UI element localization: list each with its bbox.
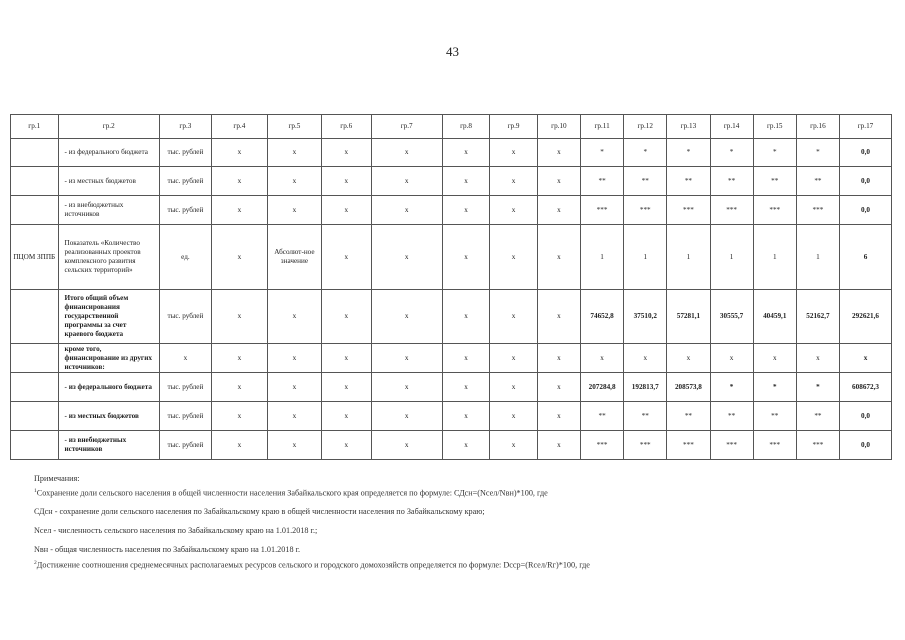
table-cell: Показатель «Количество реализованных проектов комплексного развития сельских территорий» [58,225,159,290]
table-cell: х [490,431,538,460]
table-cell: ** [580,167,623,196]
table-cell: х [267,139,321,167]
table-cell: 52162,7 [796,290,839,344]
table-cell: х [159,344,211,373]
table-cell: х [490,139,538,167]
table-cell: 1 [753,225,796,290]
table-cell [11,139,59,167]
table-cell: х [442,373,490,402]
table-cell: х [267,431,321,460]
table-cell: *** [624,431,667,460]
table-cell: х [490,225,538,290]
table-cell: *** [667,431,710,460]
table-cell: 1 [796,225,839,290]
table-cell [11,344,59,373]
table-cell: ** [753,402,796,431]
table-cell: х [442,167,490,196]
table-cell: тыс. рублей [159,139,211,167]
table-cell: ** [710,167,753,196]
table-cell: х [490,373,538,402]
table-cell: ** [796,402,839,431]
table-cell: ед. [159,225,211,290]
note-4: Nвн - общая численность населения по Забайкальскому краю на 1.01.2018 г. [34,545,301,554]
table-cell: 207284,8 [580,373,623,402]
table-cell: 74652,8 [580,290,623,344]
table-cell: х [211,431,267,460]
table-cell: х [490,167,538,196]
table-cell: 608672,3 [840,373,892,402]
header-cell: гр.4 [211,115,267,139]
table-cell: х [321,373,371,402]
table-cell: х [442,402,490,431]
table-cell: х [667,344,710,373]
table-cell: - из местных бюджетов [58,402,159,431]
table-row [11,402,892,431]
table-cell: 0,0 [840,139,892,167]
header-cell: гр.17 [840,115,892,139]
table-cell [11,431,59,460]
table-cell: х [371,373,442,402]
table-cell: х [211,225,267,290]
table-cell: х [321,402,371,431]
table-cell [11,167,59,196]
table-cell: * [580,139,623,167]
table-cell: х [442,225,490,290]
table-cell: х [371,225,442,290]
notes-title: Примечания: [34,474,80,483]
table-cell: ** [624,167,667,196]
header-cell: гр.12 [624,115,667,139]
table-cell: х [211,196,267,225]
table-cell: ** [796,167,839,196]
table-row [11,167,892,196]
table-cell: * [753,139,796,167]
table-cell: тыс. рублей [159,402,211,431]
table-row [11,344,892,373]
header-cell: гр.6 [321,115,371,139]
header-cell: гр.7 [371,115,442,139]
table-cell: х [490,196,538,225]
table-cell: * [796,373,839,402]
header-cell: гр.1 [11,115,59,139]
table-cell: х [267,373,321,402]
table-cell: х [840,344,892,373]
table-cell: х [267,402,321,431]
table-cell: *** [580,196,623,225]
financing-table [10,114,892,460]
table-cell: х [442,290,490,344]
table-cell: х [537,402,580,431]
header-cell: гр.13 [667,115,710,139]
table-cell: х [537,290,580,344]
note-5: $^2$Достижение соотношения среднемесячных располагаемых ресурсов сельского и городского домохозяйств определяется по формуле: Dсср=(Rсел/Rг)*100, где [34,560,590,570]
table-cell: 1 [624,225,667,290]
table-cell: 0,0 [840,431,892,460]
table-cell: 40459,1 [753,290,796,344]
page-number: 43 [446,44,459,59]
table-cell: ** [624,402,667,431]
table-cell: 6 [840,225,892,290]
table-row [11,290,892,344]
table-cell: тыс. рублей [159,196,211,225]
table-cell: х [371,196,442,225]
table-cell: тыс. рублей [159,290,211,344]
table-cell: кроме того, финансирование из других источников: [58,344,159,373]
table-cell: х [321,225,371,290]
table-cell: *** [667,196,710,225]
table-cell: х [442,196,490,225]
table-cell: 57281,1 [667,290,710,344]
table-cell: 0,0 [840,167,892,196]
table-cell: * [667,139,710,167]
table-cell: Итого общий объем финансирования государственной программы за счет краевого бюджета [58,290,159,344]
table-cell: х [580,344,623,373]
table-cell: 37510,2 [624,290,667,344]
table-cell: х [371,402,442,431]
header-cell: гр.16 [796,115,839,139]
table-cell: тыс. рублей [159,431,211,460]
table-cell: 1 [667,225,710,290]
header-row [11,115,892,139]
table-cell: х [796,344,839,373]
table-cell: х [490,344,538,373]
header-cell: гр.8 [442,115,490,139]
header-cell: гр.14 [710,115,753,139]
table-cell: 1 [580,225,623,290]
table-cell: х [442,431,490,460]
table-cell: х [267,196,321,225]
note-2: СДсн - сохранение доли сельского населения по Забайкальскому краю в общей численности населения по Забайкальскому краю; [34,507,485,516]
table-cell: ** [667,167,710,196]
table-cell [11,196,59,225]
header-cell: гр.15 [753,115,796,139]
table-row [11,431,892,460]
table-cell: х [490,402,538,431]
table-cell: х [211,167,267,196]
table-cell: х [371,344,442,373]
table-cell: 208573,8 [667,373,710,402]
table-cell: 0,0 [840,402,892,431]
table-cell: тыс. рублей [159,373,211,402]
table-cell: х [211,344,267,373]
table-row [11,373,892,402]
table-cell: * [796,139,839,167]
header-cell: гр.10 [537,115,580,139]
table-cell: ** [710,402,753,431]
table-cell: - из местных бюджетов [58,167,159,196]
table-cell: х [442,344,490,373]
table-cell: Абсолют-ное значение [267,225,321,290]
table-cell: х [211,290,267,344]
table-cell: - из федерального бюджета [58,373,159,402]
table-cell [11,290,59,344]
table-cell: х [321,431,371,460]
table-cell: ПЦОМ ЗППБ [11,225,59,290]
table-cell: *** [796,196,839,225]
table-cell: *** [753,196,796,225]
table-cell: - из федерального бюджета [58,139,159,167]
table-cell: х [267,290,321,344]
header-cell: гр.5 [267,115,321,139]
table-cell: х [371,431,442,460]
table-cell: * [624,139,667,167]
table-cell: 292621,6 [840,290,892,344]
table-cell: х [267,344,321,373]
table-cell: х [267,167,321,196]
table-cell: х [321,344,371,373]
header-cell: гр.9 [490,115,538,139]
table-cell: 30555,7 [710,290,753,344]
table-cell: * [753,373,796,402]
table-cell: х [211,373,267,402]
table-cell: х [537,373,580,402]
table-row [11,196,892,225]
table-cell: х [753,344,796,373]
table-cell: 0,0 [840,196,892,225]
table-cell: *** [580,431,623,460]
table-cell: ** [753,167,796,196]
table-cell: * [710,139,753,167]
table-cell: ** [667,402,710,431]
table-cell: х [211,139,267,167]
table-cell: тыс. рублей [159,167,211,196]
table-cell: - из внебюджетных источников [58,431,159,460]
header-cell: гр.2 [58,115,159,139]
note-3: Nсел - численность сельского населения по Забайкальскому краю на 1.01.2018 г.; [34,526,318,535]
table-cell: *** [796,431,839,460]
table-cell: 192813,7 [624,373,667,402]
table-cell: х [371,167,442,196]
table-cell: * [710,373,753,402]
header-cell: гр.3 [159,115,211,139]
table-cell: х [537,196,580,225]
table-cell: х [321,139,371,167]
table-cell: х [490,290,538,344]
header-cell: гр.11 [580,115,623,139]
table-cell: х [371,290,442,344]
table-cell: х [537,167,580,196]
table-row [11,139,892,167]
table-cell: х [537,431,580,460]
table-cell: х [624,344,667,373]
table-cell: *** [753,431,796,460]
table-row [11,225,892,290]
table-cell: *** [710,196,753,225]
table-cell: х [537,139,580,167]
table-cell: *** [624,196,667,225]
table-cell: х [537,225,580,290]
table-cell [11,402,59,431]
table-cell: х [371,139,442,167]
table-cell: 1 [710,225,753,290]
table-cell: х [537,344,580,373]
table-cell: х [321,290,371,344]
table-cell: х [710,344,753,373]
table-cell: х [321,196,371,225]
table-cell: *** [710,431,753,460]
table-cell: ** [580,402,623,431]
table-cell: х [211,402,267,431]
table-cell: - из внебюджетных источников [58,196,159,225]
table-cell: х [442,139,490,167]
table-cell: х [321,167,371,196]
table-cell [11,373,59,402]
note-1: $^1$Сохранение доли сельского населения в общей численности населения Забайкальского края определяется по формуле: СДсн=(Nсел/Nвн)*100, где [34,488,548,498]
